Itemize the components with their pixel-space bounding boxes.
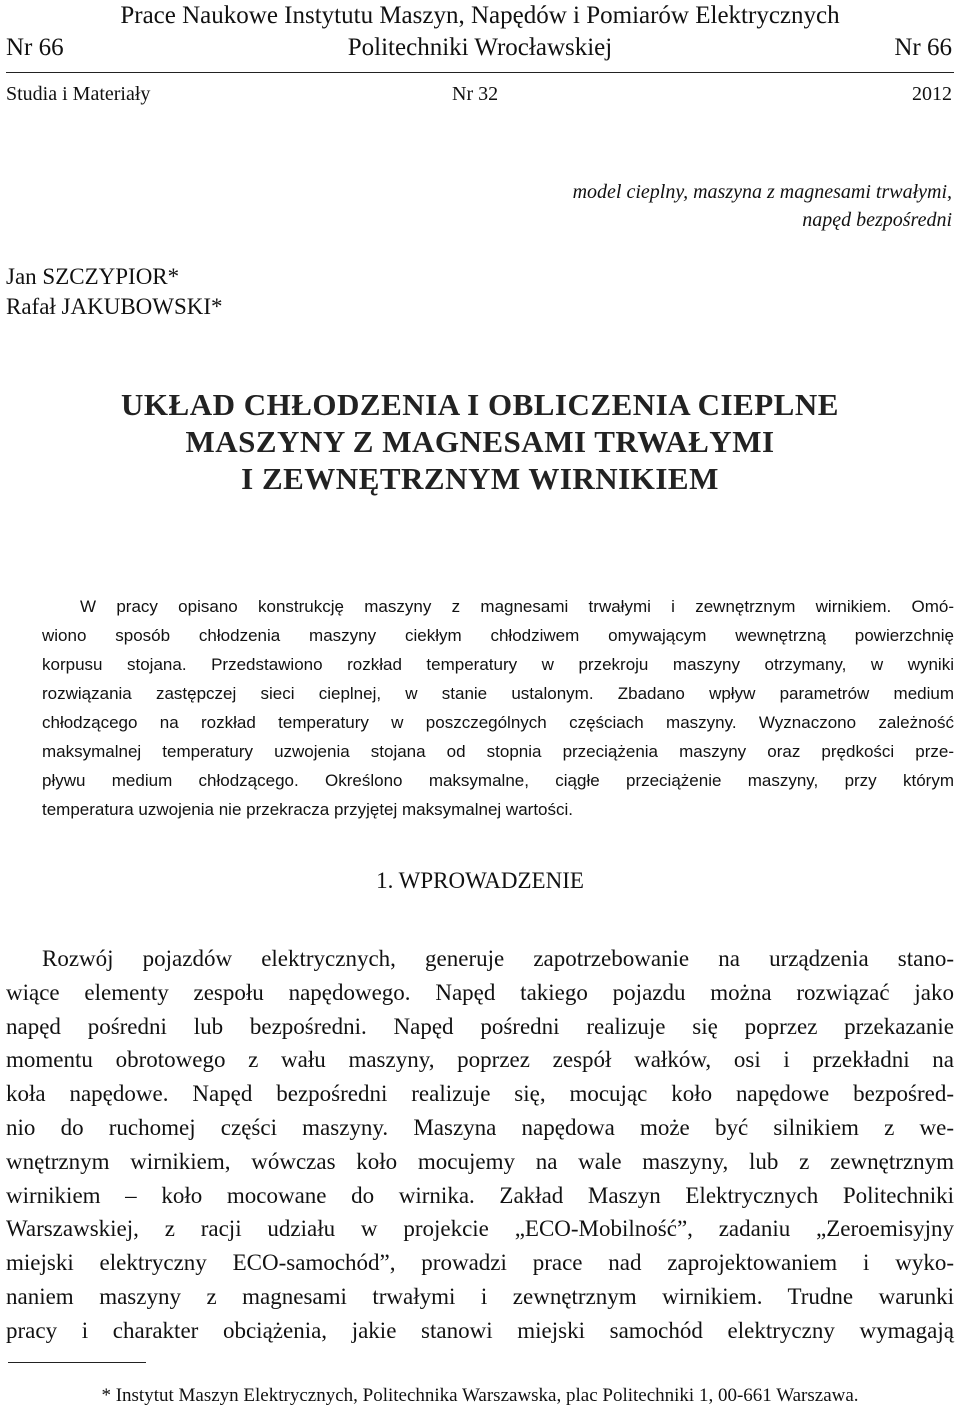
issue-number-right: Nr 66: [894, 34, 952, 61]
body-line: naniem maszyny z magnesami trwałymi i zewnętrznym wirnikiem. Trudne warunki: [6, 1283, 954, 1309]
abstract-line: temperatura uzwojenia nie przekracza przyjętej maksymalnej wartości.: [42, 800, 573, 819]
abstract-line: rozwiązania zastępczej sieci cieplnej, w stanie ustalonym. Zbadano wpływ parametrów medium: [42, 684, 954, 703]
body-line: Warszawskiej, z racji udziału w projekcie „ECO-Mobilność”, zadaniu „Zeroemisyjny: [6, 1216, 954, 1242]
body-text: [6, 942, 954, 1348]
body-line: wiące elementy zespołu napędowego. Napęd takiego pojazdu można rozwiązać jako: [6, 979, 954, 1005]
paper-title-line: UKŁAD CHŁODZENIA I OBLICZENIA CIEPLNE: [121, 387, 839, 422]
body-line: wnętrznym wirnikiem, wówczas koło mocujemy na wale maszyny, lub z zewnętrznym: [6, 1148, 954, 1174]
paper-title-line: MASZYNY Z MAGNESAMI TRWAŁYMI: [185, 424, 775, 459]
section-heading: 1. WPROWADZENIE: [376, 868, 584, 893]
abstract-line: maksymalnej temperatury uzwojenia stojana od stopnia przeciążenia maszyny oraz prędkości prze-: [42, 742, 954, 761]
keywords-line: napęd bezpośredni: [802, 209, 952, 231]
abstract-line: W pracy opisano konstrukcję maszyny z magnesami trwałymi i zewnętrznym wirnikiem. Omó-: [80, 597, 954, 616]
body-line: Rozwój pojazdów elektrycznych, generuje zapotrzebowanie na urządzenia stano-: [42, 946, 954, 971]
footnote-rule: [8, 1362, 146, 1363]
abstract-line: korpusu stojana. Przedstawiono rozkład temperatury w przekroju maszyny otrzymany, w wyniki: [42, 655, 954, 674]
body-line: wirnikiem – koło mocowane do wirnika. Zakład Maszyn Elektrycznych Politechniki: [6, 1182, 954, 1208]
issue-number-left: Nr 66: [6, 34, 64, 61]
abstract-line: chłodzącego na rozkład temperatury w poszczególnych częściach maszyny. Wyznaczono zależność: [42, 713, 954, 732]
footnote: * Instytut Maszyn Elektrycznych, Politechnika Warszawska, plac Politechniki 1, 00-661 Warszawa.: [101, 1385, 859, 1406]
publication-year: 2012: [912, 83, 952, 105]
journal-title: Prace Naukowe Instytutu Maszyn, Napędów i Pomiarów Elektrycznych: [120, 2, 840, 29]
body-line: momentu obrotowego z wału maszyny, poprzez zespół wałków, osi i przekładni na: [6, 1047, 954, 1073]
series-name: Studia i Materiały: [6, 83, 151, 105]
keywords-line: model cieplny, maszyna z magnesami trwałymi,: [572, 181, 952, 203]
author-name: Jan SZCZYPIOR*: [6, 264, 180, 289]
body-line: nio do ruchomej części maszyny. Maszyna napędowa może być silnikiem z we-: [6, 1114, 954, 1140]
abstract: [42, 592, 954, 824]
body-line: napęd pośredni lub bezpośredni. Napęd pośredni realizuje się poprzez przekazanie: [6, 1013, 954, 1039]
abstract-line: wiono sposób chłodzenia maszyny ciekłym chłodziwem omywającym wewnętrzną powierzchnię: [42, 626, 954, 645]
abstract-line: pływu medium chłodzącego. Określono maksymalne, ciągłe przeciążenie maszyny, przy którym: [42, 771, 954, 790]
journal-subtitle: Politechniki Wrocławskiej: [347, 34, 613, 61]
series-number: Nr 32: [452, 83, 499, 105]
paper-title-line: I ZEWNĘTRZNYM WIRNIKIEM: [241, 461, 719, 496]
author-name: Rafał JAKUBOWSKI*: [6, 294, 223, 319]
header-rule: [6, 72, 954, 73]
body-line: koła napędowe. Napęd bezpośredni realizuje się, mocując koło napędowe bezpośred-: [6, 1081, 954, 1107]
body-line: pracy i charakter obciążenia, jakie stanowi miejski samochód elektryczny wymagają: [6, 1317, 954, 1343]
body-line: miejski elektryczny ECO-samochód”, prowadzi prace nad zaprojektowaniem i wyko-: [6, 1250, 954, 1276]
